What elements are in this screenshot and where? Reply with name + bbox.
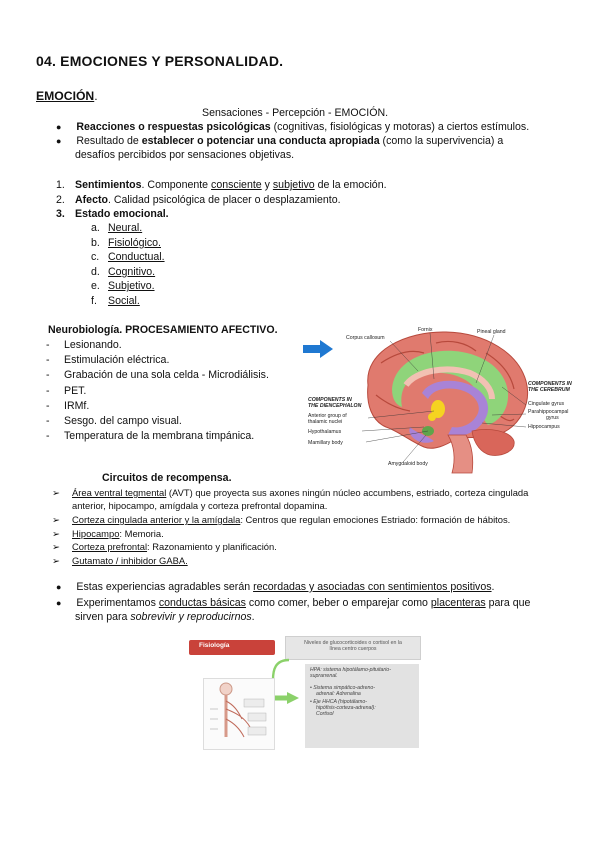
list-text: Neural.	[108, 222, 143, 234]
info-line: • Eje HHCA (hipotálamo-	[310, 699, 367, 705]
numbered-item	[56, 178, 387, 192]
list-letter: f.	[91, 294, 97, 307]
info-text: Eje HHCA (hipotálamo-	[313, 699, 367, 705]
label-line: COMPONENTS IN	[528, 381, 572, 387]
label-line: THE CEREBRUM	[528, 387, 570, 393]
bullet-icon: ●	[56, 136, 62, 146]
neuro-heading: Neurobiología. PROCESAMIENTO AFECTIVO.	[48, 324, 278, 336]
bullet-underline: recordadas y asociadas con sentimientos positivos	[253, 581, 492, 593]
bullet-underline: placenteras	[430, 597, 486, 609]
list-underline: Corteza cingulada anterior y la amígdala	[72, 514, 241, 525]
list-item	[46, 384, 269, 399]
list-item	[91, 294, 165, 309]
list-item	[52, 513, 528, 527]
list-text: Subjetivo.	[108, 280, 155, 293]
bullet-icon: ●	[56, 122, 62, 132]
arrowhead-bullet-icon: ➢	[52, 487, 60, 498]
list-letter: d.	[91, 265, 100, 278]
info-text: Sistema simpático-adreno-	[313, 685, 375, 691]
hpa-info-box	[305, 664, 419, 748]
reward-list	[52, 486, 528, 567]
list-text: (AVT) que proyecta sus axones ningún núcleo accumbens, estriado, corteza cingulada	[166, 487, 529, 498]
list-item	[52, 527, 528, 541]
label-pineal-gland: Pineal gland	[477, 329, 506, 335]
dash-icon: -	[46, 354, 50, 367]
dash-icon: -	[46, 369, 50, 382]
info-line: HPA: sistema hipotálamo-pituitario-	[310, 667, 391, 673]
list-item	[52, 486, 528, 499]
numbered-item	[56, 207, 169, 221]
label-mamillary-body: Mamillary body	[308, 440, 343, 446]
body-illustration	[203, 678, 275, 750]
list-item	[91, 279, 165, 294]
list-item	[46, 399, 269, 414]
list-item	[46, 353, 269, 368]
list-text: : Centros que regulan emociones Estriado: formación de hábitos.	[240, 514, 511, 525]
item-underline: consciente	[211, 179, 262, 191]
bullet-text: Experimentamos	[76, 597, 159, 609]
label-amygdaloid-body: Amygdaloid body	[388, 461, 428, 467]
bullet-bold: establecer o potenciar una conducta apropiada	[141, 135, 380, 147]
arrowhead-bullet-icon: ➢	[52, 541, 60, 552]
label-hippocampus: Hippocampus	[528, 424, 560, 430]
list-letter: b.	[91, 236, 100, 249]
item-number: 3.	[56, 208, 65, 220]
page-title: 04. EMOCIONES Y PERSONALIDAD.	[36, 53, 284, 69]
physiology-tag-text: Fisiología	[199, 642, 230, 649]
label-components-cerebrum	[528, 381, 572, 393]
dash-icon: -	[46, 399, 50, 412]
list-text: Social.	[108, 294, 140, 307]
item-text: . Componente	[141, 179, 212, 191]
label-components-diencephalon	[308, 397, 361, 409]
list-text: Grabación de una sola celda - Microdiálisis.	[64, 369, 269, 382]
brain-figure	[306, 323, 572, 475]
bullet-text: para que	[485, 597, 531, 609]
list-text: Cognitivo.	[108, 265, 156, 278]
box-line: Niveles de glucocorticoides o cortisol en la	[304, 640, 402, 646]
label-fornix: Fornix	[418, 327, 433, 333]
item-text: y	[261, 179, 273, 191]
bullet-text: .	[491, 581, 495, 593]
list-text: Lesionando.	[64, 339, 122, 351]
list-item	[46, 429, 269, 444]
list-text: IRMf.	[64, 399, 90, 412]
bullet-item	[56, 580, 495, 594]
bullet-icon: ●	[56, 598, 62, 608]
bullet-continuation: desafíos percibidos por sensaciones objetivas.	[75, 149, 295, 161]
arrowhead-bullet-icon: ➢	[52, 527, 60, 539]
bullet-item	[56, 596, 530, 610]
label-cingulate-gyrus: Cingulate gyrus	[528, 401, 565, 407]
bullet-continuation	[75, 610, 255, 624]
label-hypothalamus: Hypothalamus	[308, 429, 342, 435]
info-line: • Sistema simpático-adreno-	[310, 685, 375, 691]
label-anterior-group	[308, 413, 347, 425]
dash-icon: -	[46, 414, 50, 427]
list-letter: e.	[91, 280, 100, 293]
list-text: Sesgo. del campo visual.	[64, 414, 182, 427]
list-item	[52, 554, 528, 568]
bullet-text: sirven para	[75, 611, 131, 623]
physiology-figure	[189, 634, 421, 752]
bullet-text: (cognitivas, fisiológicas y motoras) a ciertos estímulos.	[270, 121, 530, 133]
item-text: . Calidad psicológica de placer o desplazamiento.	[107, 194, 341, 206]
bullet-italic: sobrevivir y reproducirnos	[130, 611, 252, 623]
dash-icon: -	[46, 339, 50, 351]
section-heading-text: EMOCIÓN	[36, 89, 95, 103]
info-line: adrenal: Adrenalina	[316, 691, 361, 697]
reward-heading: Circuitos de recompensa.	[102, 472, 232, 484]
list-text: Fisiológico.	[108, 236, 161, 249]
label-line: THE DIENCEPHALON	[308, 403, 362, 409]
label-parahippocampal	[528, 409, 568, 421]
bullet-text: (como la supervivencia) a	[379, 135, 504, 147]
arrowhead-bullet-icon: ➢	[52, 554, 60, 566]
bullet-text: .	[251, 611, 255, 623]
info-line: hipófisis-corteza-adrenal):	[316, 705, 376, 711]
sublist	[91, 221, 165, 309]
list-continuation: anterior, hipocampo, amígdala y corteza prefrontal dopamina.	[72, 500, 328, 511]
section-heading-dot: .	[94, 89, 98, 103]
box-line: línea centro cuerpos	[329, 646, 377, 652]
label-line: gyrus	[546, 415, 559, 421]
item-bold: Sentimientos	[75, 179, 142, 191]
list-text: : Razonamiento y planificación.	[147, 541, 277, 552]
bullet-item	[56, 120, 529, 134]
physiology-tag	[189, 640, 275, 655]
list-text: Temperatura de la membrana timpánica.	[64, 430, 255, 443]
info-line: suprarrenal.	[310, 673, 338, 679]
item-text: de la emoción.	[314, 179, 387, 191]
bullet-icon: ●	[56, 582, 62, 592]
label-line: COMPONENTS IN	[308, 397, 352, 403]
dash-icon: -	[46, 430, 50, 443]
item-underline: subjetivo	[272, 179, 315, 191]
label-line: Anterior group of	[308, 413, 347, 419]
bullet-underline: conductas básicas	[158, 597, 246, 609]
list-text: Conductual.	[108, 251, 165, 264]
list-item	[91, 265, 165, 280]
list-text: PET.	[64, 384, 87, 397]
label-line: thalamic nuclei	[308, 419, 343, 425]
list-item	[91, 236, 165, 251]
item-number: 1.	[56, 179, 65, 191]
bullet-bold: Reacciones o respuestas psicológicas	[76, 121, 271, 133]
info-line: Cortisol	[316, 711, 334, 717]
label-corpus-callosum: Corpus callosum	[346, 335, 385, 341]
hpa-axis-icon	[204, 679, 274, 749]
subtitle: Sensaciones - Percepción - EMOCIÓN.	[202, 107, 389, 119]
bullet-text: Estas experiencias agradables serán	[76, 581, 254, 593]
list-item	[46, 414, 269, 429]
list-letter: c.	[91, 251, 100, 264]
item-bold: Afecto	[75, 194, 108, 206]
list-item	[52, 540, 528, 554]
list-underline: Gutamato / inhibidor GABA.	[72, 554, 188, 566]
green-arrow-icon	[269, 656, 309, 714]
list-underline: Área ventral tegmental	[72, 487, 167, 498]
list-item	[46, 338, 269, 353]
section-heading	[36, 89, 98, 103]
list-underline: Hipocampo	[72, 527, 120, 539]
bullet-text: como comer, beber o emparejar como	[245, 597, 431, 609]
neuro-list	[46, 338, 269, 444]
list-item	[91, 250, 165, 265]
item-bold: Estado emocional.	[75, 208, 169, 220]
list-item	[91, 221, 165, 236]
numbered-item	[56, 193, 341, 207]
arrowhead-bullet-icon: ➢	[52, 514, 60, 525]
dash-icon: -	[46, 384, 50, 397]
bullet-text: Resultado de	[76, 135, 142, 147]
item-number: 2.	[56, 194, 65, 206]
list-text: : Memoria.	[119, 527, 164, 539]
label-line: Parahippocampal	[528, 409, 569, 415]
list-item	[46, 368, 269, 383]
list-text: Estimulación eléctrica.	[64, 354, 170, 367]
list-letter: a.	[91, 222, 100, 234]
bullet-item	[56, 134, 566, 148]
list-underline: Corteza prefrontal	[72, 541, 148, 552]
